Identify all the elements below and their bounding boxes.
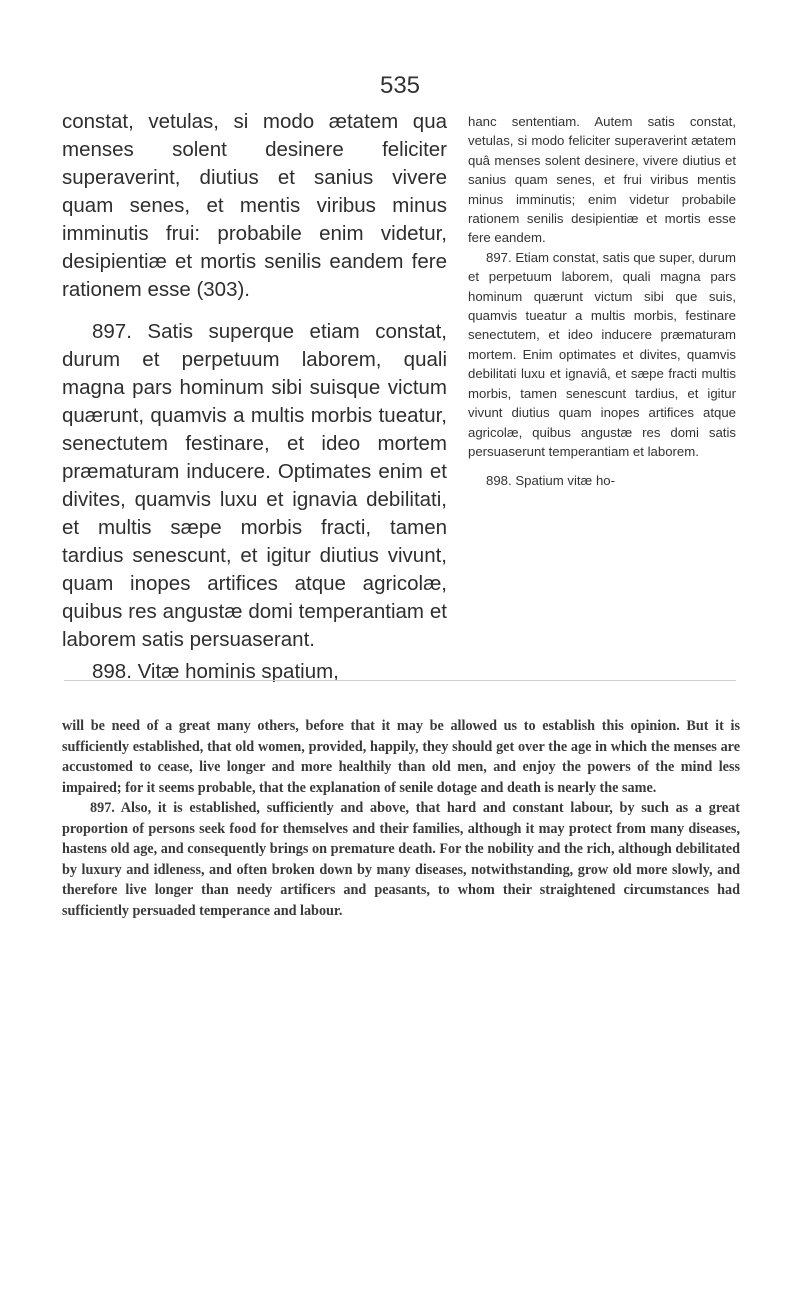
translation-paragraph-896: will be need of a great many others, before that it may be allowed us to establish this opinion. But it is sufficiently established, that old women, provided, happily, they should get over the age in which the menses are accustomed to cease, live longer and more healthily than old men, and enjoy the powers of the mind less impaired; for it seems probable, that the explanation of senile dotage and death is nearly the same.: [62, 718, 740, 796]
latin-main-column: [62, 108, 447, 686]
main-paragraph-897: 897. Satis superque etiam constat, durum et perpetuum laborem, quali magna pars hominum sibi suisque victum quærunt, quamvis a multis morbis tueatur, senectutem festinare, et ideo mortem præmaturam inducere. Optimates enim et divites, quamvis luxu et ignavia debilitati, et multis sæpe morbis fracti, tamen tardius senescunt, et igitur diutius vivunt, quam inopes artifices atque agricolæ, quibus res angustæ domi temperantiam et laborem satis persuaserant.: [62, 320, 447, 651]
side-paragraph-898: 898. Spatium vitæ ho-: [486, 473, 616, 489]
page-number: 535: [379, 72, 421, 99]
english-translation: [62, 716, 740, 921]
side-paragraph-897: 897. Etiam constat, satis que super, durum et perpetuum laborem, quali magna pars hominum quærunt victum sibi que suis, quamvis tueatur a multis morbis, festinare senectutem, et ideo inducere præmaturam mortem. Enim optimates et divites, quamvis debilitati luxu et ignaviâ, et sæpe fracti multis morbis, tamen senescunt tardius, et igitur vivunt diutius quam inopes artifices atque agricolæ, quibus angustæ res domi satis persuaserunt temperantiam et laborem.: [468, 249, 736, 459]
main-paragraph-896: constat, vetulas, si modo ætatem qua menses solent desinere feliciter superaverint, diutius et sanius vivere quam senes, et mentis viribus minus imminutis frui: probabile enim videtur, desipientiæ et mortis senilis eandem fere rationem esse (303).: [62, 110, 447, 301]
translation-paragraph-897: 897. Also, it is established, sufficiently and above, that hard and constant labour, by such as a great proportion of persons seek food for themselves and their families, although it may protect from many diseases, hastens old age, and consequently brings on premature death. For the nobility and the rich, although debilitated by luxury and idleness, and often broken down by many diseases, notwithstanding, grow old more slowly, and therefore live longer than needy artificers and peasants, to whom their straightened circumstances had sufficiently persuaded temperance and labour.: [62, 800, 740, 919]
main-paragraph-898: 898. Vitæ hominis spatium,: [92, 660, 339, 683]
latin-ordo-column: [468, 112, 736, 491]
side-paragraph-896: hanc sententiam. Autem satis constat, vetulas, si modo feliciter superaverint ætatem quâ menses solent desinere, vivere diutius et sanius quam senes, et frui viribus mentis minus imminutis; enim videtur probabile rationem senilis desipientiæ et mortis esse fere eandem.: [468, 114, 736, 246]
section-divider: [64, 680, 736, 681]
